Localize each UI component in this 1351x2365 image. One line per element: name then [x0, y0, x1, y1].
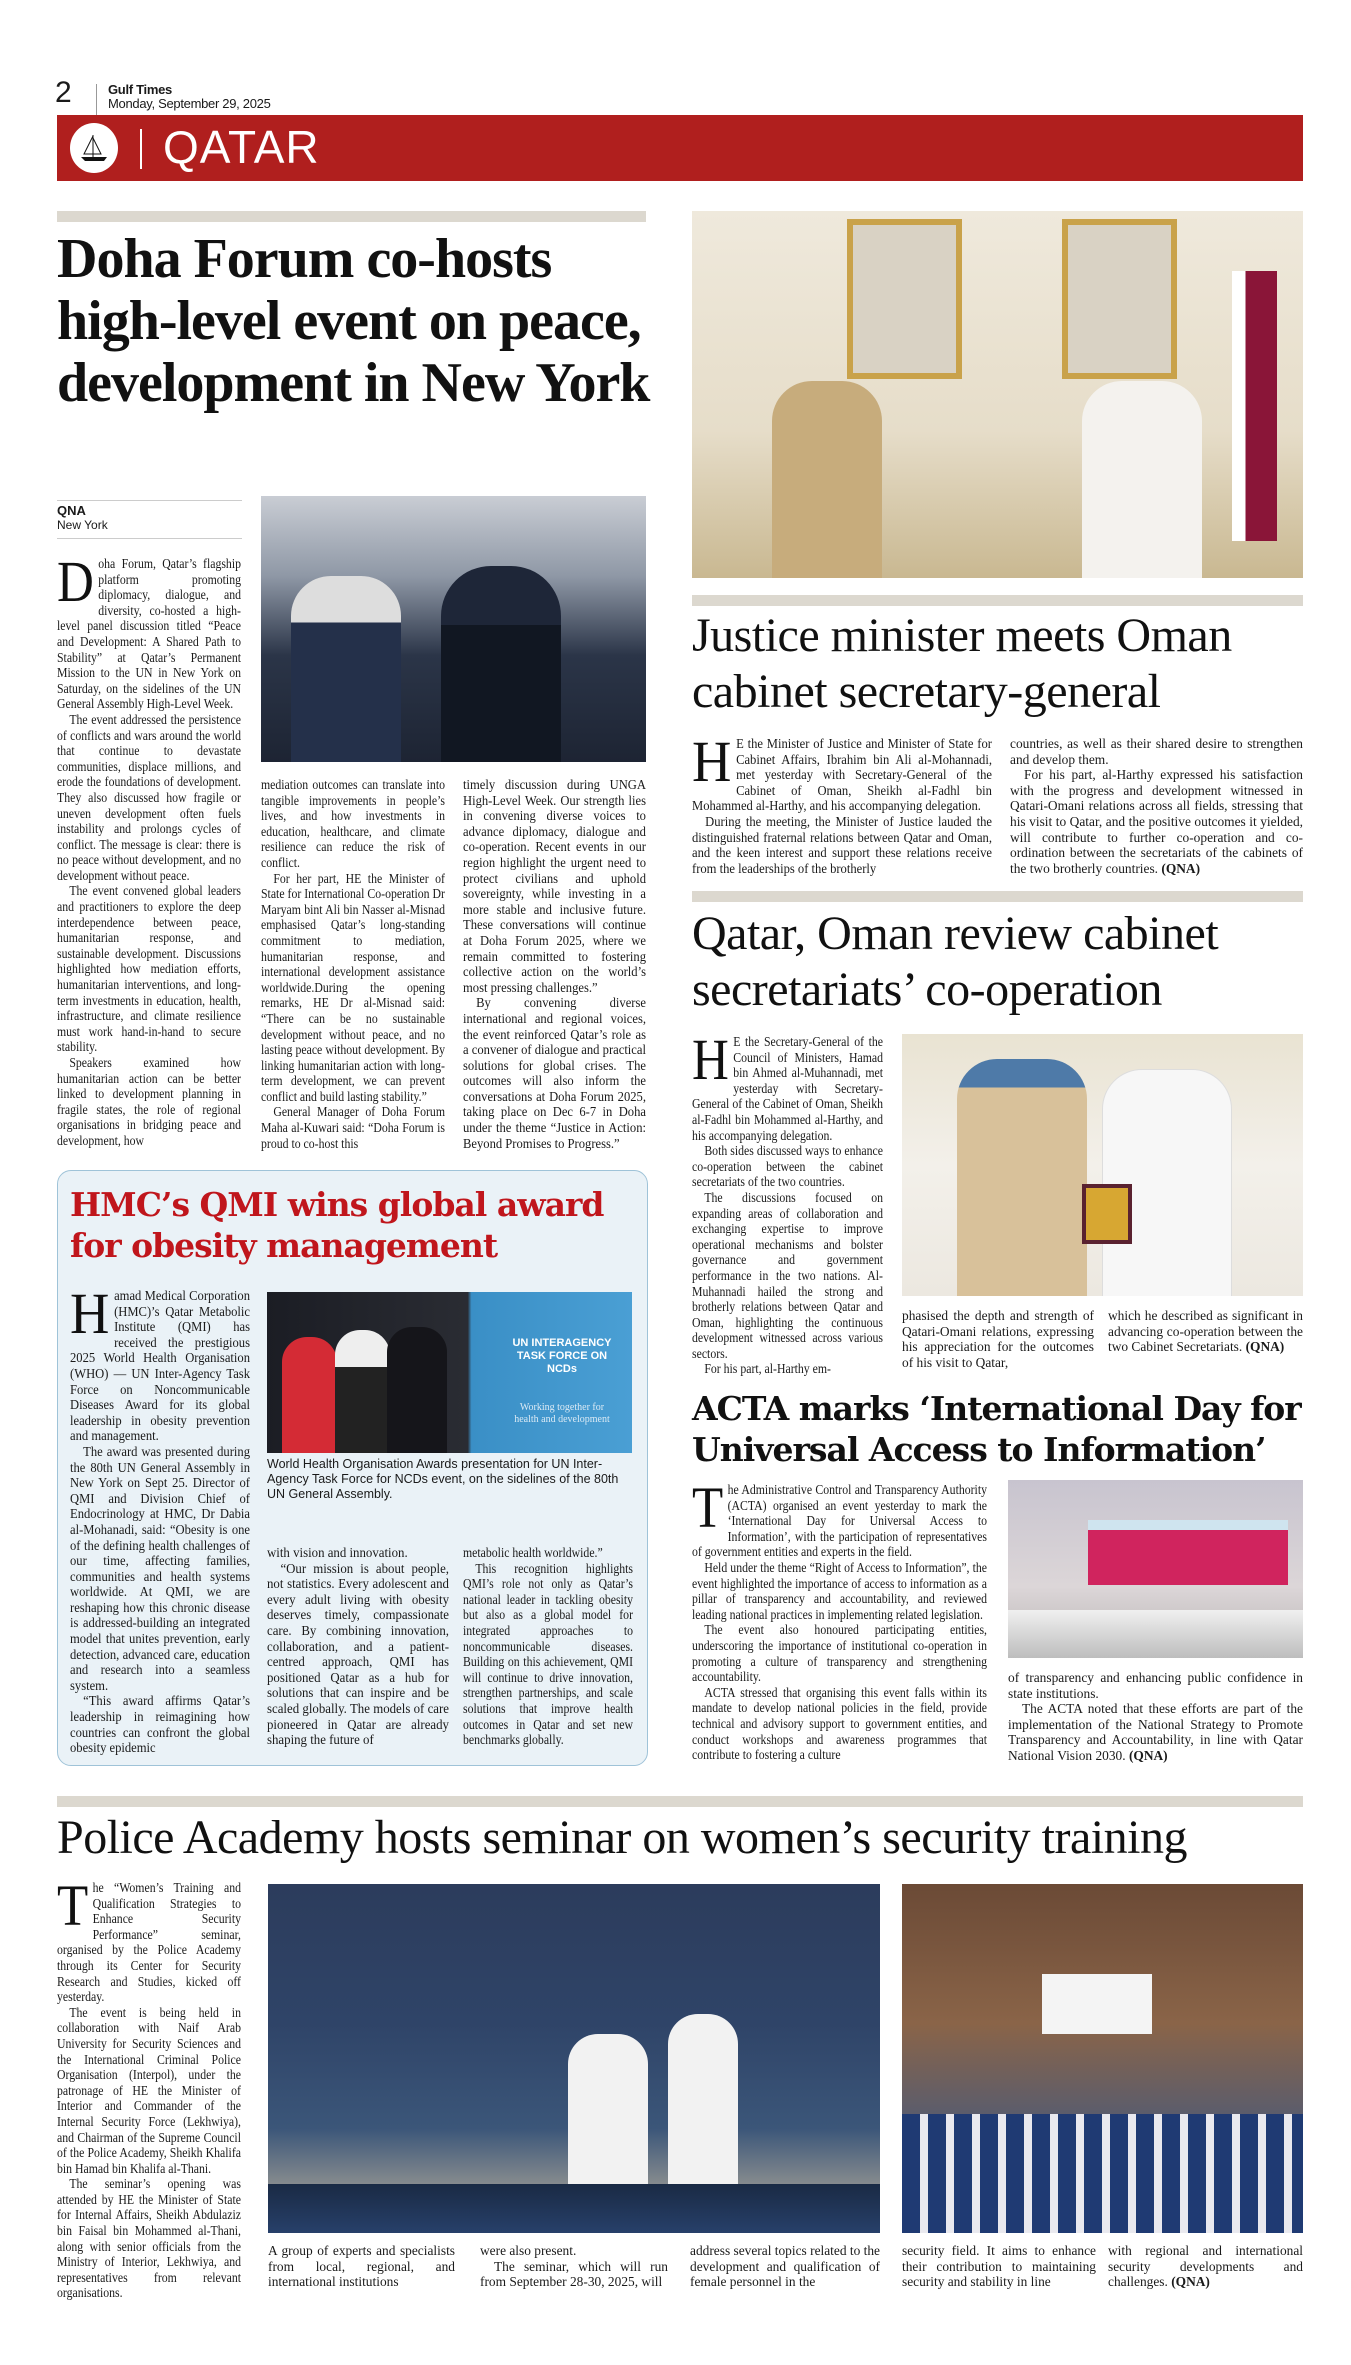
- text-fit-wrapper: [57, 549, 241, 1149]
- paragraph-text: E the Secretary-General of the Council of Ministers, Hamad bin Ahmed al-Muhannadi, met yesterday with Secretary-General of the Cabinet of Oman, Sheikh al-Fadhl bin Mohammed al-Harthy, and his accompanying delegation.: [692, 1034, 883, 1143]
- drop-cap: D: [57, 549, 94, 614]
- paragraph-text: General Manager of Doha Forum Maha al-Kuwari said: “Doha Forum is proud to co-host this: [261, 1104, 445, 1151]
- paragraph: [1010, 767, 1303, 876]
- police-auditorium-photo: [902, 1884, 1303, 2233]
- paragraph-text: A group of experts and specialists from local, regional, and international institutions: [268, 2243, 455, 2290]
- paragraph: [261, 871, 445, 1105]
- text-fit-wrapper: [902, 2243, 1096, 2290]
- paragraph: [57, 712, 241, 884]
- acta-headline: [692, 1388, 1303, 1474]
- police-seminar-audience-photo: [268, 1884, 880, 2233]
- paragraph-text: he “Women’s Training and Qualification Strategies to Enhance Security Performance” seminar, organised by the Police Academy through its Center for Security Research and Studies, kicked off yesterday.: [57, 1880, 241, 2005]
- paragraph: [902, 1308, 1094, 1370]
- paragraph: [57, 2005, 241, 2177]
- paragraph: [261, 1104, 445, 1151]
- doha-forum-photo: [261, 496, 646, 762]
- paragraph: [57, 1055, 241, 1149]
- hmc-headline: [70, 1184, 640, 1270]
- paragraph-text: For his part, al-Harthy expressed his satisfaction with the progress and development witnessed in Qatari-Omani relations across all fields, stressing that his visit to Qatar, and the positive outcomes it yielded, will contribute to further co-operation and co-ordination between the secretariats of the cabinets of the two brotherly countries.: [1010, 767, 1303, 876]
- police-body-col3: [480, 2243, 668, 2305]
- paragraph: [692, 1190, 883, 1362]
- text-fit-wrapper: [1010, 736, 1303, 876]
- police-body-col2: [268, 2243, 455, 2305]
- paragraph-text: metabolic health worldwide.”: [463, 1545, 603, 1560]
- paragraph: [692, 1560, 987, 1622]
- paragraph-text: Speakers examined how humanitarian action can be better linked to development planning in fragile states, the role of regional organisations in bridging peace and development, how: [57, 1055, 241, 1148]
- oman-body-col1: [692, 1027, 883, 1380]
- paragraph-text: By convening diverse international and regional voices, the event reinforced Qatar’s role as a convener of dialogue and practical solutions for global crises. The outcomes will also inform the conversations at Doha Forum 2025, taking place on Dec 6-7 in Doha under the theme “Justice in Action: Beyond Promises to Progress.”: [463, 995, 646, 1151]
- paragraph-text: The ACTA noted that these efforts are part of the implementation of the National Strategy to Promote Transparency and Accountability, in line with Qatar National Vision 2030.: [1008, 1701, 1303, 1763]
- paragraph-text: with vision and innovation.: [267, 1545, 408, 1560]
- paragraph: [1010, 736, 1303, 767]
- paragraph-text: The discussions focused on expanding areas of collaboration and exchanging expertise to improve operational mechanisms and bolster governance and government performance in the two nations. Al-Muhannadi hailed the strong and brotherly relations between Qatar and Oman, highlighting the continuous development witnessed across various sectors.: [692, 1189, 883, 1361]
- paragraph-text: countries, as well as their shared desire to strengthen and develop them.: [1010, 736, 1303, 767]
- paragraph-text: which he described as significant in advancing co-operation between the two Cabinet Secretariats.: [1108, 1308, 1303, 1355]
- acta-body-col2: [1008, 1670, 1303, 1786]
- text-fit-wrapper: [692, 1475, 987, 1763]
- paragraph: [692, 729, 992, 814]
- paragraph: [57, 883, 241, 1055]
- doha-headline: [57, 228, 657, 490]
- paragraph: [463, 1561, 633, 1748]
- publication-name: Gulf Times: [108, 82, 172, 97]
- paragraph-text: The seminar, which will run from September 28-30, 2025, will: [480, 2258, 668, 2290]
- paragraph: [692, 1143, 883, 1190]
- credit: (QNA): [1161, 860, 1201, 876]
- page-number: 2: [55, 76, 72, 109]
- rule: [692, 891, 1303, 902]
- text-fit-wrapper: Police Academy hosts seminar on women’s security training: [57, 1811, 1187, 1864]
- paragraph: [692, 1361, 883, 1377]
- text-fit-wrapper: [1008, 1670, 1303, 1764]
- paragraph: [1108, 1308, 1303, 1355]
- drop-cap: H: [692, 729, 732, 794]
- paragraph: [1008, 1670, 1303, 1701]
- text-fit-wrapper: [1108, 1308, 1303, 1355]
- paragraph: [463, 1545, 633, 1561]
- drop-cap: T: [692, 1475, 724, 1540]
- paragraph-text: During the meeting, the Minister of Justice lauded the distinguished fraternal relations between Qatar and Oman, and the keen interest and support these relations receive from the leaderships of the brotherly: [692, 813, 992, 876]
- paragraph-text: “This award affirms Qatar’s leadership in reimagining how countries can confront the global obesity epidemic: [70, 1693, 250, 1756]
- paragraph: [692, 1685, 987, 1763]
- paragraph-text: phasised the depth and strength of Qatari-Omani relations, expressing his appreciation for the outcomes of his visit to Qatar,: [902, 1308, 1094, 1370]
- byline: [57, 500, 242, 539]
- paragraph-text: For his part, al-Harthy em-: [704, 1361, 831, 1377]
- paragraph-text: The event addressed the persistence of conflicts and wars around the world that continue to devastate communities, displace millions, and erode the foundations of development. They also discussed how fragile or uneven development often fuels instability and prolongs cycles of conflict. The message is clear: there is no peace without development, and no development without peace.: [57, 711, 241, 883]
- paragraph: [690, 2243, 880, 2290]
- doha-body-col2: [261, 777, 445, 1162]
- police-body-col5: [902, 2243, 1096, 2305]
- acta-body-col1: [692, 1475, 987, 1786]
- text-fit-wrapper: Qatar, Oman review cabinet secretariats’ co-operation: [692, 907, 1219, 1016]
- paragraph: [463, 995, 646, 1151]
- paragraph: [480, 2259, 668, 2290]
- paragraph: [57, 1873, 241, 2005]
- text-fit-wrapper: HMC’s QMI wins global award for obesity management: [70, 1185, 604, 1265]
- paragraph-text: The seminar’s opening was attended by HE the Minister of State for Internal Affairs, Sheikh Abdulaziz bin Faisal bin Mohammed al-Thani, along with senior officials from the Ministry of Interior, Lekhwiya, and representatives from relevant organisations.: [57, 2176, 241, 2301]
- paragraph: [1008, 1701, 1303, 1763]
- paragraph-text: The event is being held in collaboration with Naif Arab University for Security Sciences and the International Criminal Police Organisation (Interpol), under the patronage of HE the Minister of Interior and Commander of the Internal Security Force (Lekhwiya), and Chairman of the Supreme Council of the Police Academy, Sheikh Khalifa bin Hamad bin Khalifa al-Thani.: [57, 2004, 241, 2176]
- paragraph-text: Both sides discussed ways to enhance co-operation between the cabinet secretariats of the two countries.: [692, 1143, 883, 1190]
- police-body-col1: [57, 1873, 241, 2305]
- paragraph-text: For her part, HE the Minister of State for International Co-operation Dr Maryam bint Ali bin Nasser al-Misnad emphasised Qatar’s long-standing commitment to mediation, humanitarian response, and international development assistance worldwide.During the opening remarks, HE Dr al-Misnad said: “There can be no sustainable development without peace, and no lasting peace without development. By linking humanitarian action with long-term development, we can prevent conflict and build lasting stability.”: [261, 870, 445, 1104]
- paragraph: [692, 1622, 987, 1684]
- paragraph-text: he Administrative Control and Transparency Authority (ACTA) organised an event yesterday to mark the ‘International Day for Universal Access to Information’, with the participation of representatives of government entities and experts in the field.: [692, 1482, 987, 1560]
- justice-headline: [692, 608, 1303, 724]
- text-fit-wrapper: [463, 777, 646, 1151]
- paragraph: [692, 814, 992, 876]
- hmc-body-col2: [267, 1545, 449, 1757]
- banner-tagline: Working together for health and development: [514, 1402, 610, 1425]
- paragraph-text: of transparency and enhancing public confidence in state institutions.: [1008, 1670, 1303, 1701]
- paragraph: [57, 2176, 241, 2301]
- byline-dateline: New York: [57, 518, 108, 532]
- oman-body-col3: [1108, 1308, 1303, 1380]
- paragraph: [480, 2243, 668, 2259]
- paragraph: [267, 1561, 449, 1748]
- text-fit-wrapper: [692, 1027, 883, 1377]
- police-body-col6: [1108, 2243, 1303, 2305]
- hmc-photo-caption: World Health Organisation Awards presentation for UN Inter-Agency Task Force for NCDs event, on the sidelines of the 80th UN General Assembly.: [267, 1457, 619, 1501]
- paragraph-text: The award was presented during the 80th UN General Assembly in New York on Sept 25. Director of QMI and Division Chief of Endocrinology at HMC, Dr Dabia al-Mohanadi, said: “Obesity is one of the defining health challenges of our time, affecting families, communities and health systems worldwide. At QMI, we are reshaping how this chronic disease is addressed-building an integrated model that unites prevention, early detection, advanced care, education and research into a seamless system.: [70, 1443, 250, 1693]
- police-body-col4: [690, 2243, 880, 2305]
- paragraph-text: security field. It aims to enhance their contribution to maintaining security and stability in line: [902, 2243, 1096, 2290]
- doha-body-col1: [57, 549, 241, 1160]
- text-fit-wrapper: [692, 729, 992, 876]
- credit: (QNA): [1171, 2274, 1210, 2290]
- hmc-body-col1: [70, 1281, 250, 1756]
- text-fit-wrapper: Justice minister meets Oman cabinet secretary-general: [692, 609, 1232, 718]
- oman-body-col2: [902, 1308, 1094, 1380]
- hmc-body-col3: [463, 1545, 633, 1757]
- rule: [57, 1796, 1303, 1807]
- section-title: QATAR: [163, 121, 320, 173]
- justice-meeting-photo: [692, 211, 1303, 578]
- credit: (QNA): [1128, 1747, 1168, 1763]
- text-fit-wrapper: [268, 2243, 455, 2290]
- paragraph-text: timely discussion during UNGA High-Level Week. Our strength lies in convening diverse voices to advance diplomacy, dialogue and co-operation. Recent events in our region highlight the urgent need to protect civilians and uphold sovereignty, while investing in a more stable and inclusive future. These conversations will continue at Doha Forum 2025, where we remain committed to fostering collective action on the world’s most pressing challenges.”: [463, 777, 646, 995]
- paragraph-text: mediation outcomes can translate into tangible improvements in people’s lives, and how investments in education, healthcare, and climate resilience can reduce the risk of conflict.: [261, 777, 445, 870]
- justice-body-col1: [692, 729, 992, 884]
- paragraph: [902, 2243, 1096, 2290]
- divider: [140, 129, 142, 169]
- credit: (QNA): [1245, 1339, 1285, 1355]
- paragraph: [268, 2243, 455, 2290]
- paragraph: [70, 1444, 250, 1694]
- paragraph-text: amad Medical Corporation (HMC)’s Qatar Metabolic Institute (QMI) has received the prestigious 2025 World Health Organisation (WHO) — UN Inter-Agency Task Force on Noncommunicable Diseases Award for its global leadership in obesity prevention and management.: [70, 1288, 250, 1444]
- text-fit-wrapper: [902, 1308, 1094, 1370]
- doha-body-col3: [463, 777, 646, 1162]
- text-fit-wrapper: [690, 2243, 880, 2290]
- justice-body-col2: [1010, 736, 1303, 884]
- paragraph-text: oha Forum, Qatar’s flagship platform promoting diplomacy, dialogue, and diversity, co-hosted a high-level panel discussion titled “Peace and Development: A Shared Path to Stability” at Qatar’s Permanent Mission to the UN in New York on Saturday, on the sidelines of the UN General Assembly High-Level Week.: [57, 556, 241, 712]
- paragraph: [463, 777, 646, 995]
- dhow-logo-icon: [70, 123, 118, 173]
- paragraph-text: The event also honoured participating entities, underscoring the importance of institutional co-operation in promoting a culture of transparency and strengthening accountability.: [692, 1622, 987, 1685]
- paragraph-text: ACTA stressed that organising this event falls within its mandate to develop national policies in the field, provide technical and advisory support to government entities, and conduct workshops and awareness programmes that contribute to fostering a culture: [692, 1684, 987, 1763]
- oman-meeting-photo: [902, 1034, 1303, 1296]
- drop-cap: T: [57, 1873, 89, 1938]
- text-fit-wrapper: ACTA marks ‘International Day for Universal Access to Information’: [692, 1389, 1301, 1469]
- byline-source: QNA: [57, 503, 86, 518]
- paragraph-text: with regional and international security developments and challenges.: [1108, 2243, 1303, 2290]
- paragraph-text: “Our mission is about people, not statistics. Every adolescent and every adult living with obesity deserves timely, compassionate care. By combining innovation, collaboration, and a patient-centred approach, QMI has positioned Qatar as a hub for solutions that can inspire and be scaled globally. The models of care pioneered in Qatar are already shaping the future of: [267, 1560, 449, 1748]
- paragraph: [70, 1281, 250, 1444]
- paragraph: [57, 549, 241, 712]
- text-fit-wrapper: [480, 2243, 668, 2290]
- drop-cap: H: [692, 1027, 729, 1092]
- paragraph-text: E the Minister of Justice and Minister of State for Cabinet Affairs, Ibrahim bin Ali al-Mohannadi, met yesterday with Secretary-General of the Cabinet of Oman, Sheikh al-Fadhl bin Mohammed al-Harthy, and his accompanying delegation.: [692, 736, 992, 814]
- text-fit-wrapper: [1108, 2243, 1303, 2290]
- hmc-award-photo: [267, 1292, 632, 1453]
- issue-date: Monday, September 29, 2025: [108, 96, 271, 111]
- banner-title: UN INTERAGENCY TASK FORCE ON NCDs: [512, 1337, 612, 1375]
- oman-headline: [692, 906, 1303, 1022]
- paragraph-text: Held under the theme “Right of Access to Information”, the event highlighted the importance of access to information as a pillar of transparency and accountability, and reviewed leading national practices in implementing related legislation.: [692, 1559, 987, 1622]
- police-headline: [57, 1810, 1303, 1870]
- drop-cap: H: [70, 1281, 110, 1346]
- paragraph: [267, 1545, 449, 1561]
- text-fit-wrapper: [57, 1873, 241, 2301]
- paragraph: [1108, 2243, 1303, 2290]
- paragraph-text: The event convened global leaders and practitioners to explore the deep interdependence between peace, humanitarian response, and sustainable development. Discussions highlighted how mediation efforts, humanitarian interventions, and long-term investments in education, health, infrastructure, and climate resilience must work hand-in-hand to secure stability.: [57, 883, 241, 1055]
- paragraph-text: This recognition highlights QMI’s role not only as Qatar’s national leader in tackling obesity but also as a global model for integrated approaches to noncommunicable diseases. Building on this achievement, QMI will continue to drive innovation, strengthen partnerships, and scale solutions that improve health outcomes in Qatar and set new benchmarks globally.: [463, 1560, 633, 1748]
- divider: [96, 84, 97, 116]
- paragraph: [692, 1027, 883, 1143]
- text-fit-wrapper: Doha Forum co-hosts high-level event on peace, development in New York: [57, 228, 650, 414]
- paragraph: [692, 1475, 987, 1560]
- acta-event-photo: [1008, 1480, 1303, 1658]
- text-fit-wrapper: [70, 1281, 250, 1756]
- paragraph: [261, 777, 445, 871]
- text-fit-wrapper: [267, 1545, 449, 1748]
- rule: [57, 211, 646, 222]
- paragraph-text: address several topics related to the development and qualification of female personnel in the: [690, 2243, 880, 2290]
- paragraph: [70, 1693, 250, 1755]
- text-fit-wrapper: [261, 777, 445, 1151]
- paragraph-text: were also present.: [480, 2243, 577, 2258]
- text-fit-wrapper: [463, 1545, 633, 1748]
- rule: [692, 595, 1303, 606]
